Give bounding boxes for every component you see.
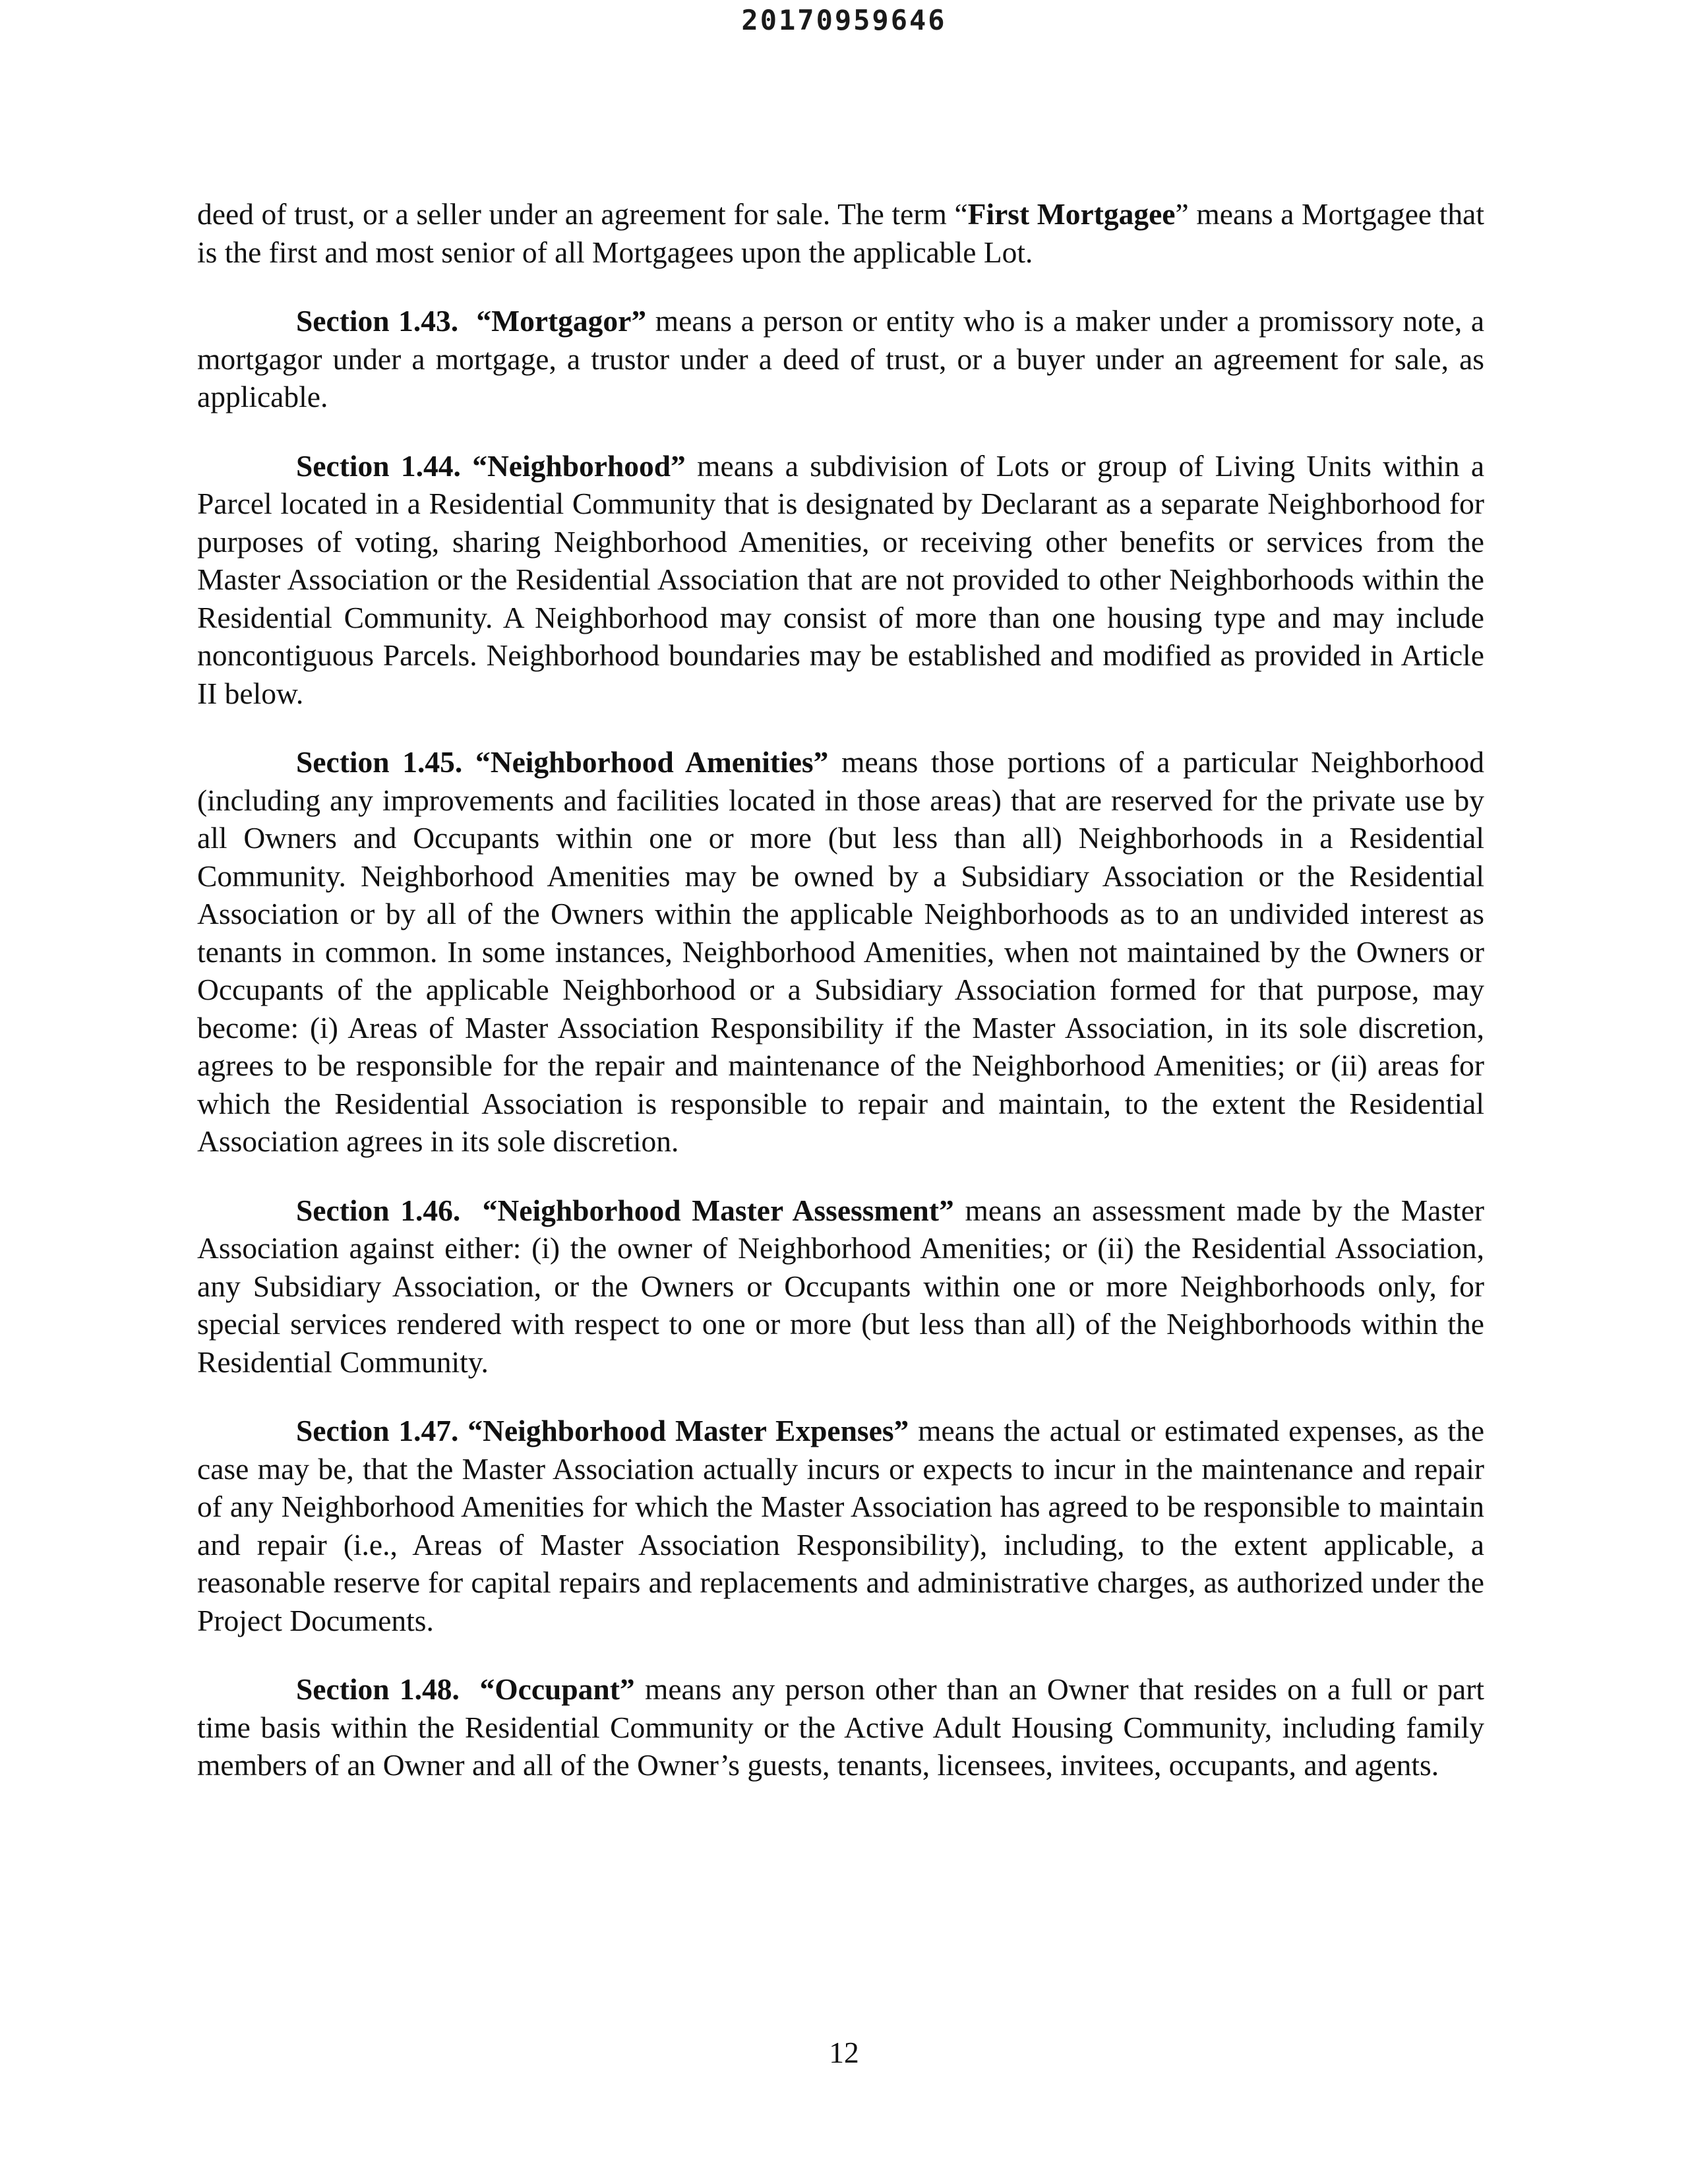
intro-paragraph [197, 195, 1484, 271]
page-number: 12 [829, 2036, 859, 2069]
section-text: means the actual or estimated expenses, as the case may be, that the Master Association actually incurs or expects to incur in the maintenance and repair of any Neighborhood Amenities for which the Master Association has agreed to be responsible to maintain and repair (i.e., Areas of Master Association Responsibility), including, to the extent applicable, a reasonable reserve for capital repairs and replacements and administrative charges, as authorized under the Project Documents. [197, 1414, 1485, 1637]
defined-term: “Mortgagor” [476, 304, 647, 338]
section-1-48 [197, 1670, 1484, 1784]
section-1-44 [197, 447, 1484, 713]
section-text: means any person other than an Owner that resides on a full or part time basis within the Residential Community or the Active Adult Housing Community, including family members of an Owner and all of the Owner’s guests, tenants, licensees, invitees, occupants, and agents. [197, 1672, 1485, 1782]
intro-text-after: ” means a Mortgagee that is the first and most senior of all Mortgagees upon the applicable Lot. [197, 197, 1484, 269]
section-number: Section 1.48. [296, 1672, 460, 1706]
document-body [197, 195, 1484, 1815]
section-number: Section 1.46. [296, 1193, 461, 1227]
section-number: Section 1.45. [296, 745, 463, 779]
intro-defined-term: First Mortgagee [967, 197, 1176, 231]
section-number: Section 1.47. [296, 1414, 459, 1447]
defined-term: “Neighborhood” [472, 448, 686, 483]
document-number: 20170959646 [741, 4, 947, 36]
section-number: Section 1.43. [296, 304, 459, 338]
section-text: means an assessment made by the Master Association against either: (i) the owner of Neighborhood Amenities; or (ii) the Residential Association, any Subsidiary Association, or the Owners or Occupants within one or more Neighborhoods only, for special services rendered with respect to one or more (but less than all) of the Neighborhoods within the Residential Community. [197, 1193, 1485, 1379]
section-1-45 [197, 743, 1484, 1161]
section-text: means a person or entity who is a maker under a promissory note, a mortgagor under a mortgage, a trustor under a deed of trust, or a buyer under an agreement for sale, as applicable. [197, 304, 1485, 413]
section-1-47 [197, 1412, 1484, 1639]
section-text: means a subdivision of Lots or group of Living Units within a Parcel located in a Residential Community that is designated by Declarant as a separate Neighborhood for purposes of voting, sharing Neighborhood Amenities, or receiving other benefits or services from the Master Association or the Residential Association that are not provided to other Neighborhoods within the Residential Community. A Neighborhood may consist of more than one housing type and may include noncontiguous Parcels. Neighborhood boundaries may be established and modified as provided in Article II below. [197, 448, 1485, 710]
section-number: Section 1.44. [296, 448, 461, 483]
section-1-46 [197, 1192, 1484, 1381]
intro-text-before: deed of trust, or a seller under an agreement for sale. The term “ [197, 197, 968, 231]
defined-term: “Neighborhood Master Assessment” [482, 1193, 954, 1227]
section-text: means those portions of a particular Neighborhood (including any improvements and facilities located in those areas) that are reserved for the private use by all Owners and Occupants within one or more (but less than all) Neighborhoods in a Residential Community. Neighborhood Amenities may be owned by a Subsidiary Association or the Residential Association or by all of the Owners within the applicable Neighborhoods as to an undivided interest as tenants in common. In some instances, Neighborhood Amenities, when not maintained by the Owners or Occupants of the applicable Neighborhood or a Subsidiary Association formed for that purpose, may become: (i) Areas of Master Association Responsibility if the Master Association, in its sole discretion, agrees to be responsible for the repair and maintenance of the Neighborhood Amenities; or (ii) areas for which the Residential Association is responsible to repair and maintain, to the extent the Residential Association agrees in its sole discretion. [197, 745, 1485, 1158]
section-1-43 [197, 302, 1484, 416]
defined-term: “Neighborhood Amenities” [475, 745, 829, 779]
defined-term: “Neighborhood Master Expenses” [467, 1414, 909, 1447]
defined-term: “Occupant” [479, 1672, 635, 1706]
